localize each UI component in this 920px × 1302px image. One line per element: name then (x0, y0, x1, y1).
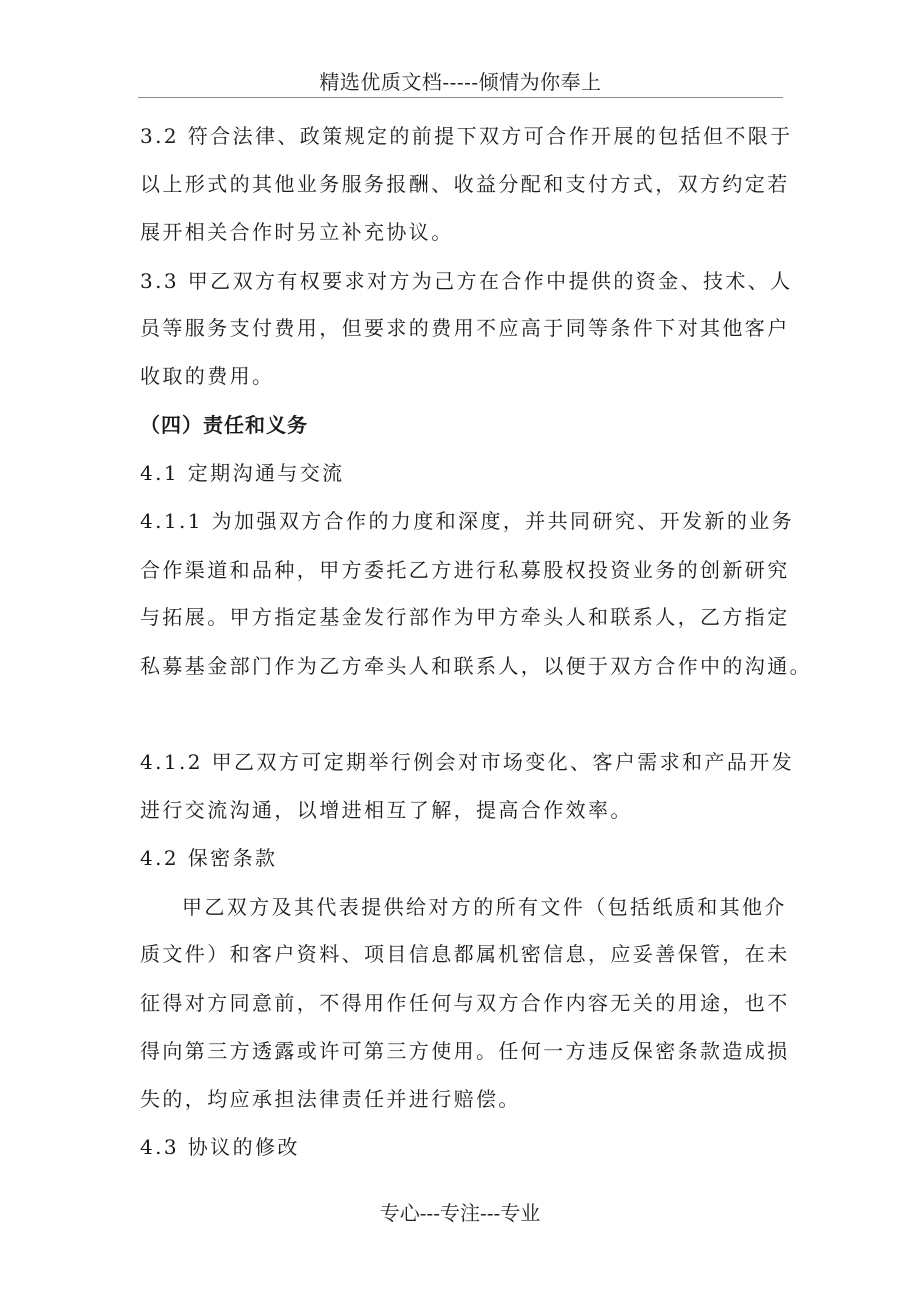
body-line: 员等服务支付费用，但要求的费用不应高于同等条件下对其他客户 (140, 316, 790, 340)
body-line: 4.1.1 为加强双方合作的力度和深度，并共同研究、开发新的业务 (140, 509, 795, 533)
body-line: 与拓展。甲方指定基金发行部作为甲方牵头人和联系人，乙方指定 (140, 605, 790, 629)
body-line: 以上形式的其他业务服务报酬、收益分配和支付方式，双方约定若 (140, 172, 790, 196)
body-line: 3.2 符合法律、政策规定的前提下双方可合作开展的包括但不限于 (140, 124, 793, 148)
subsection-heading: 4.1 定期沟通与交流 (140, 461, 345, 485)
body-line: 征得对方同意前，不得用作任何与双方合作内容无关的用途，也不 (140, 991, 790, 1015)
body-line: 展开相关合作时另立补充协议。 (140, 220, 454, 244)
body-line: 得向第三方透露或许可第三方使用。任何一方违反保密条款造成损 (140, 1039, 790, 1063)
body-line: 失的，均应承担法律责任并进行赔偿。 (140, 1087, 521, 1111)
page-header: 精选优质文档-----倾情为你奉上 (319, 70, 602, 94)
body-line: 质文件）和客户资料、项目信息都属机密信息，应妥善保管，在未 (140, 942, 790, 966)
body-line: 进行交流沟通，以增进相互了解，提高合作效率。 (140, 798, 633, 822)
body-line: 收取的费用。 (140, 364, 275, 388)
page-footer: 专心---专注---专业 (379, 1201, 541, 1225)
section-heading: （四）责任和义务 (140, 413, 308, 437)
subsection-heading: 4.2 保密条款 (140, 846, 278, 870)
subsection-heading: 4.3 协议的修改 (140, 1135, 300, 1159)
body-line: 甲乙双方及其代表提供给对方的所有文件（包括纸质和其他介 (182, 895, 787, 919)
header-divider (138, 97, 783, 98)
body-line: 3.3 甲乙双方有权要求对方为己方在合作中提供的资金、技术、人 (140, 269, 793, 293)
body-line: 4.1.2 甲乙双方可定期举行例会对市场变化、客户需求和产品开发 (140, 750, 795, 774)
body-line: 私募基金部门作为乙方牵头人和联系人，以便于双方合作中的沟通。 (140, 654, 812, 678)
body-line: 合作渠道和品种，甲方委托乙方进行私募股权投资业务的创新研究 (140, 558, 790, 582)
